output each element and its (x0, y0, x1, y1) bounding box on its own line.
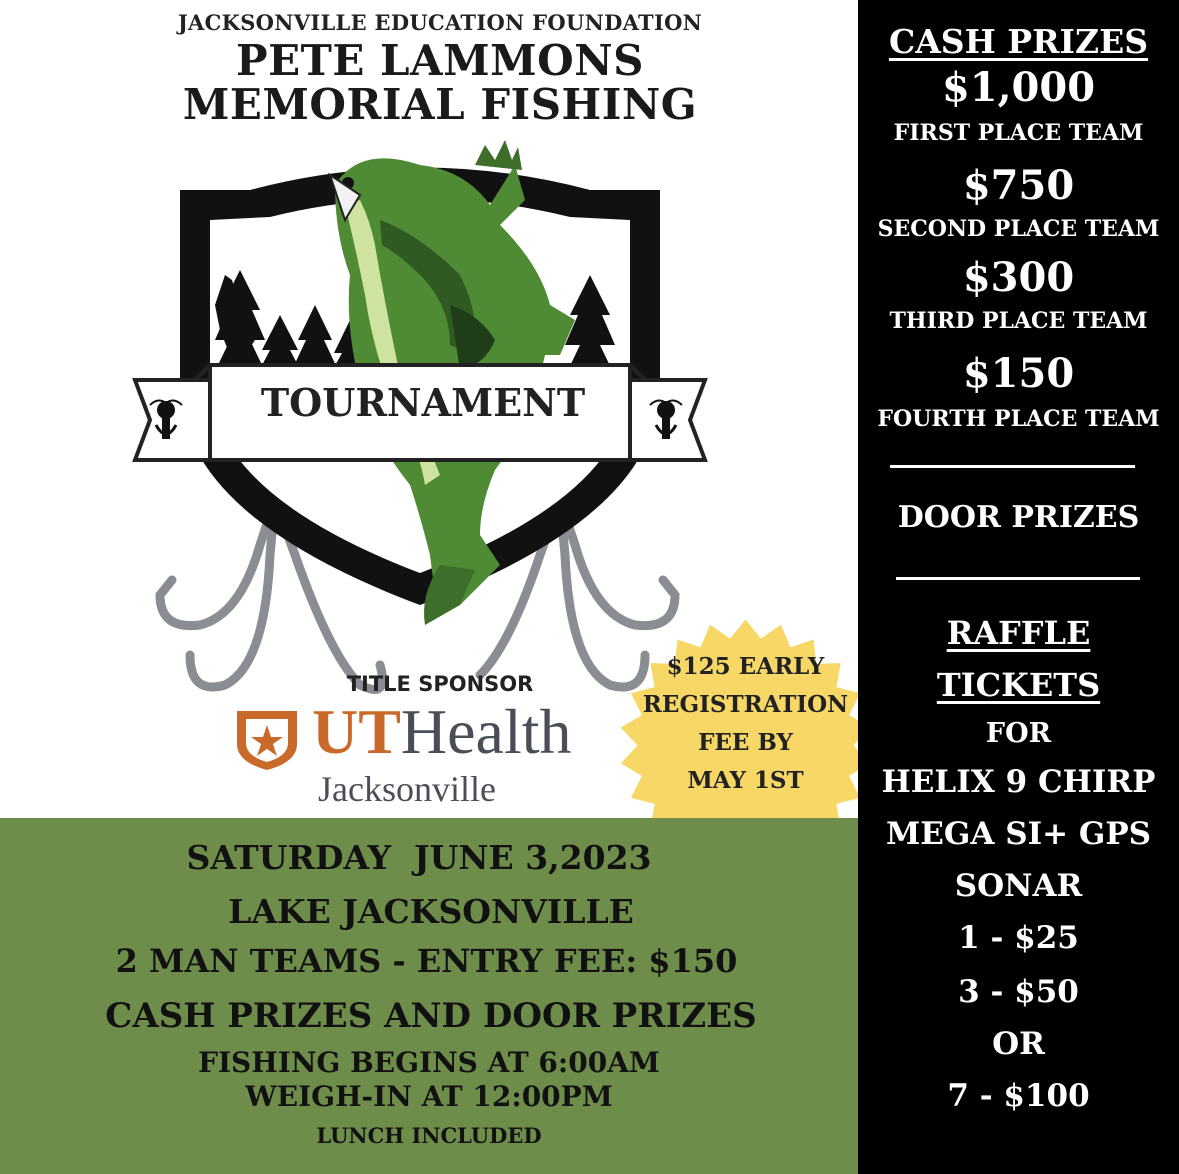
event-weigh-in: WEIGH-IN AT 12:00PM (245, 1080, 613, 1113)
prize-label-fourth: FOURTH PLACE TEAM (877, 406, 1160, 432)
badge-line-1: $125 EARLY (666, 653, 825, 680)
badge-line-2: REGISTRATION (642, 691, 849, 718)
prize-label-second: SECOND PLACE TEAM (877, 216, 1160, 242)
tournament-banner-text: TOURNAMENT (260, 380, 586, 425)
raffle-heading: RAFFLE (946, 614, 1091, 652)
cash-prizes-heading: CASH PRIZES (888, 22, 1149, 61)
raffle-tier-1: 1 - $25 (958, 920, 1079, 956)
raffle-tier-2: 3 - $50 (958, 974, 1079, 1010)
prize-amount-first: $1,000 (941, 64, 1096, 111)
tickets-heading: TICKETS (936, 666, 1101, 704)
sponsor-name (312, 696, 572, 768)
prize-label-first: FIRST PLACE TEAM (893, 120, 1144, 146)
raffle-tier-3: 7 - $100 (947, 1078, 1090, 1114)
early-registration-text (618, 648, 873, 800)
title-line-2: MEMORIAL FISHING (182, 80, 698, 129)
event-teams-fee: 2 MAN TEAMS - ENTRY FEE: $150 (115, 942, 738, 980)
prize-amount-fourth: $150 (962, 350, 1075, 397)
divider (896, 577, 1140, 580)
divider (890, 465, 1135, 468)
raffle-item-2: MEGA SI+ GPS (885, 816, 1152, 852)
event-start-time: FISHING BEGINS AT 6:00AM (198, 1046, 660, 1079)
door-prizes-heading: DOOR PRIZES (897, 500, 1140, 535)
prize-amount-second: $750 (962, 162, 1075, 209)
ut-health-shield-icon (232, 706, 302, 772)
title-sponsor-label: TITLE SPONSOR (346, 672, 534, 696)
badge-line-4: MAY 1ST (687, 767, 804, 794)
raffle-item-3: SONAR (954, 868, 1083, 904)
event-lunch: LUNCH INCLUDED (316, 1123, 542, 1148)
prize-amount-third: $300 (962, 254, 1075, 301)
event-prizes: CASH PRIZES AND DOOR PRIZES (105, 996, 757, 1036)
title-line-1: PETE LAMMONS (236, 36, 644, 85)
raffle-for: FOR (985, 718, 1052, 749)
prize-label-third: THIRD PLACE TEAM (889, 308, 1148, 334)
foundation-name: JACKSONVILLE EDUCATION FOUNDATION (177, 10, 703, 35)
sponsor-city: Jacksonville (318, 769, 496, 809)
sponsor-name-ut: UT (312, 696, 401, 767)
event-location: LAKE JACKSONVILLE (228, 892, 634, 931)
raffle-item-1: HELIX 9 CHIRP (881, 764, 1156, 800)
badge-line-3: FEE BY (698, 729, 793, 756)
event-date: SATURDAY JUNE 3,2023 (186, 838, 652, 877)
sponsor-name-health: Health (400, 696, 572, 767)
raffle-or: OR (992, 1026, 1045, 1062)
